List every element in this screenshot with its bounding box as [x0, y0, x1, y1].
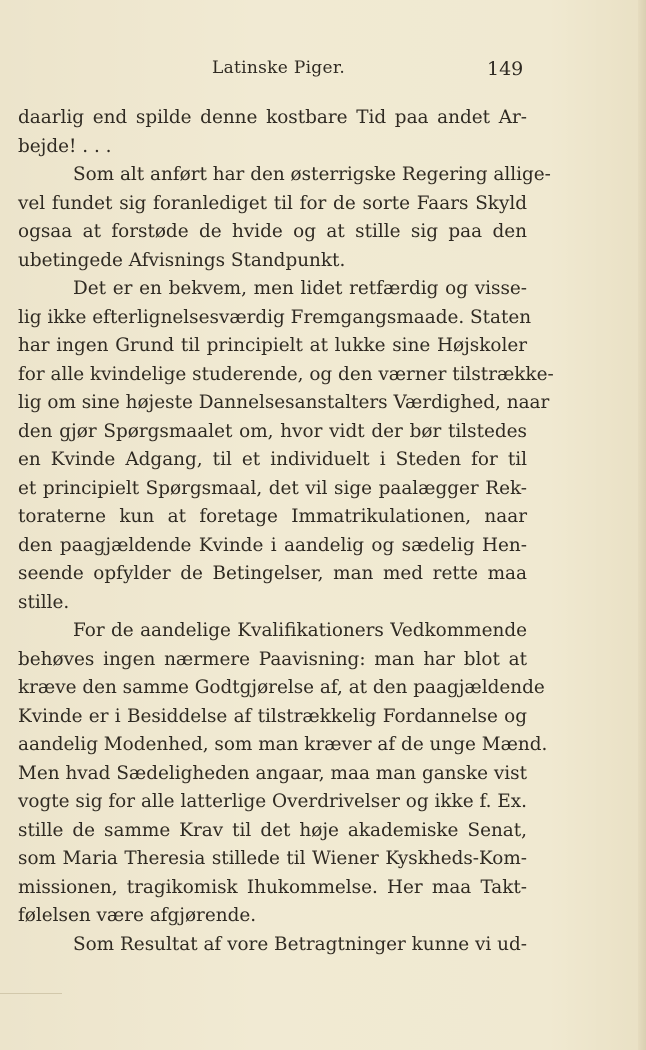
- text-line: et principielt Spørgsmaal, det vil sige paalægger Rek-: [18, 477, 527, 499]
- text-line: Som alt anført har den østerrigske Regering allige-: [73, 164, 551, 185]
- text-line: Som Resultat af vore Betragtninger kunne vi ud-: [73, 933, 527, 955]
- text-line: Det er en bekvem, men lidet retfærdig og visse-: [73, 278, 527, 299]
- text-line: seende opfylder de Betingelser, man med rette maa: [18, 563, 527, 584]
- text-line: behøves ingen nærmere Paavisning: man har blot at: [18, 648, 527, 670]
- text-line: stille de samme Krav til det høje akademiske Senat,: [18, 819, 527, 841]
- text-line: daarlig end spilde denne kostbare Tid paa andet Ar-: [18, 107, 527, 128]
- text-line: ubetingede Afvisnings Standpunkt.: [18, 249, 346, 271]
- text-line: bejde! . . .: [18, 135, 112, 157]
- text-line: stille.: [18, 591, 70, 613]
- text-line: som Maria Theresia stillede til Wiener Kyskheds-Kom-: [18, 848, 527, 869]
- text-line: ogsaa at forstøde de hvide og at stille sig paa den: [18, 221, 527, 242]
- text-line: en Kvinde Adgang, til et individuelt i Steden for til: [18, 449, 527, 470]
- text-line: toraterne kun at foretage Immatrikulationen, naar: [18, 506, 527, 527]
- text-line: For de aandelige Kvalifikationers Vedkommende: [73, 620, 527, 641]
- text-line: den gjør Spørgsmaalet om, hvor vidt der bør tilstedes: [18, 420, 527, 442]
- text-line: den paagjældende Kvinde i aandelig og sædelig Hen-: [18, 534, 527, 556]
- text-line: missionen, tragikomisk Ihukommelse. Her maa Takt-: [18, 876, 527, 898]
- page-edge: [638, 0, 646, 1050]
- body-text: [18, 104, 554, 959]
- text-line: kræve den samme Godtgjørelse af, at den paagjældende: [18, 677, 545, 698]
- text-line: følelsen være afgjørende.: [18, 905, 257, 926]
- page-number: 149: [487, 58, 524, 80]
- text-line: Men hvad Sædeligheden angaar, maa man ganske vist: [18, 762, 527, 784]
- text-line: Kvinde er i Besiddelse af tilstrækkelig Fordannelse og: [18, 705, 527, 727]
- text-line: lig ikke efterlignelsesværdig Fremgangsmaade. Staten: [18, 306, 532, 328]
- running-head: [0, 58, 646, 86]
- text-line: vel fundet sig foranlediget til for de sorte Faars Skyld: [18, 192, 527, 214]
- text-line: for alle kvindelige studerende, og den værner tilstrække-: [18, 363, 554, 385]
- text-line: har ingen Grund til principielt at lukke sine Højskoler: [18, 335, 527, 356]
- text-line: lig om sine højeste Dannelsesanstalters Værdighed, naar: [18, 392, 550, 413]
- text-line: aandelig Modenhed, som man kræver af de unge Mænd.: [18, 734, 548, 755]
- running-head-title: Latinske Piger.: [212, 58, 346, 78]
- text-line: vogte sig for alle latterlige Overdrivelser og ikke f. Ex.: [18, 791, 527, 812]
- margin-rule: [0, 993, 62, 994]
